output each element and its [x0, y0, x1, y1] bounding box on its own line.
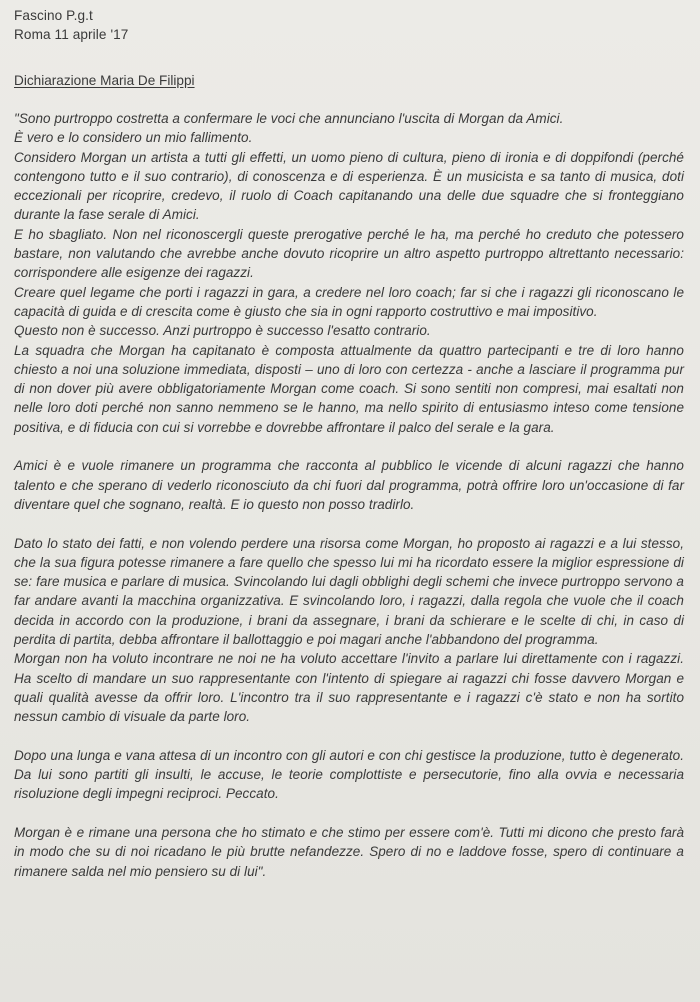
paragraph: E ho sbagliato. Non nel riconoscergli queste prerogative perché le ha, ma perché ho creduto che potessero bastare, non valutando che avrebbe anche dovuto ricoprire un altro aspetto purtroppo altrettanto necessario: corrispondere alle esigenze dei ragazzi. [14, 226, 684, 281]
paragraph: Morgan è e rimane una persona che ho stimato e che stimo per essere com'è. Tutti mi dicono che presto farà in modo che su di noi ricadano le più brutte nefandezze. Spero di no e laddove fosse, spero di continuare a rimanere salda nel mio pensiero su di lui". [14, 824, 684, 879]
paragraph: La squadra che Morgan ha capitanato è composta attualmente da quattro partecipanti e tre di loro hanno chiesto a noi una soluzione immediata, disposti – uno di loro con certezza - anche a lasciare il programma pur di non dover più avere obbligatoriamente Morgan come coach. Si sono sentiti non compresi, mai esaltati non nelle loro doti perché non sanno nemmeno se le hanno, ma nello spirito di entusiasmo inteso come tensione positiva, e di fiducia con cui si vorrebbe e dovrebbe affrontare il palco del serale e la gara. [14, 342, 684, 435]
sender-line: Fascino P.g.t [14, 8, 93, 23]
document-title: Dichiarazione Maria De Filippi [14, 73, 195, 88]
paragraph: Dopo una lunga e vana attesa di un incontro con gli autori e con chi gestisce la produzione, tutto è degenerato. Da lui sono partiti gli insulti, le accuse, le teorie complottiste e persecutorie, fino alla ovvia e necessaria risoluzione degli impegni reciproci. Peccato. [14, 747, 684, 802]
place-date-line: Roma 11 aprile '17 [14, 27, 129, 42]
paragraph: Creare quel legame che porti i ragazzi in gara, a credere nel loro coach; far si che i ragazzi gli riconoscano le capacità di guida e di crescita come è giusto che sia in ogni rapporto costruttivo e mai impositivo. [14, 284, 684, 319]
paragraph: È vero e lo considero un mio fallimento. [14, 130, 253, 146]
paragraph: "Sono purtroppo costretta a confermare le voci che annunciano l'uscita di Morgan da Amici. [14, 111, 564, 126]
paragraph: Amici è e vuole rimanere un programma che racconta al pubblico le vicende di alcuni ragazzi che hanno talento e che sperano di vederlo riconosciuto da chi fuori dal programma, potrà offrire loro un'occasione di far diventare quel che sognano, realtà. E io questo non posso tradirlo. [14, 458, 684, 512]
paragraph: Considero Morgan un artista a tutti gli effetti, un uomo pieno di cultura, pieno di ironia e di doppifondi (perché contengono tutto e il suo contrario), di conoscenza e di esperienza. È un musicista e sa tanto di musica, doti eccezionali per ricoprire, credevo, il ruolo di Coach capitanando una delle due squadre che si fronteggiano durante la fase serale di Amici. [14, 149, 684, 223]
paragraph: Dato lo stato dei fatti, e non volendo perdere una risorsa come Morgan, ho proposto ai ragazzi e a lui stesso, che la sua figura potesse rimanere a fare quello che spesso lui mi ha ricordato essere la miglior espressione di se: fare musica e parlare di musica. Svincolando lui dagli obblighi degli schemi che invece purtroppo servono a far andare avanti la macchina organizzativa. E svincolando loro, i ragazzi, dalla regola che vuole che il coach decida in accordo con la produzione, i brani da assegnare, i brani da schierare e le scelte di chi, in caso di perdita di partita, debba affrontare il ballottaggio e poi magari anche l'abbandono del programma. [14, 535, 684, 648]
letter-body [14, 109, 684, 881]
paragraph: Morgan non ha voluto incontrare ne noi ne ha voluto accettare l'invito a parlare lui direttamente con i ragazzi. Ha scelto di mandare un suo rappresentante con l'intento di spiegare ai ragazzi chi fosse davvero Morgan e quali qualità avesse da offrir loro. L'incontro tra il suo rappresentante e i ragazzi c'è stato e non ha sortito nessun cambio di visuale da parte loro. [14, 651, 684, 725]
paragraph: Questo non è successo. Anzi purtroppo è successo l'esatto contrario. [14, 323, 431, 339]
